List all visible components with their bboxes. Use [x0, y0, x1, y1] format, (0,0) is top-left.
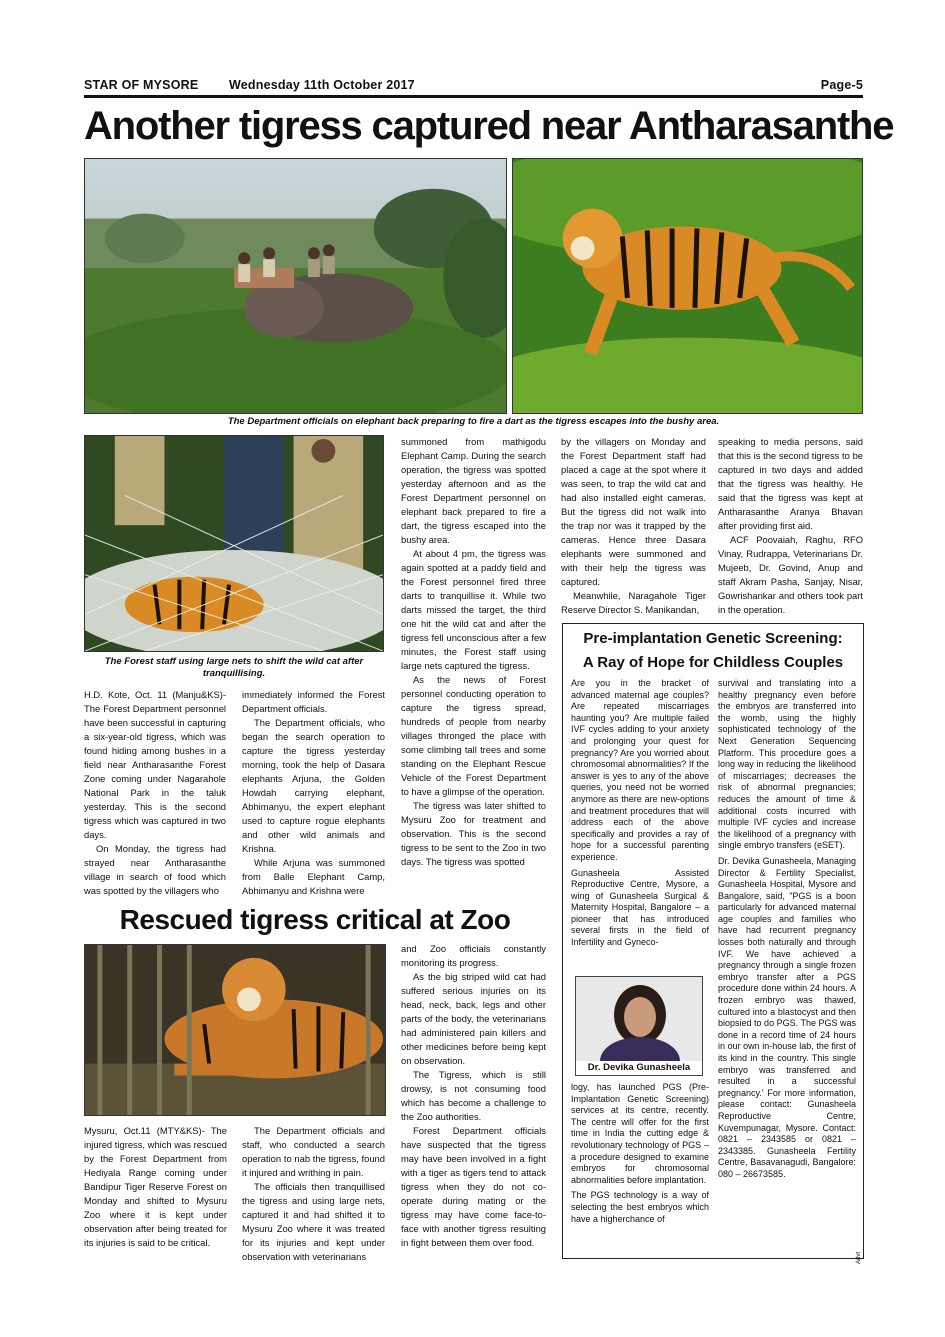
story1-col1-para-2: On Monday, the tigress had strayed near Antharasanthe village in search of food which was spotted by the villagers who	[84, 843, 226, 896]
advert-left-bottom-column	[571, 1082, 709, 1254]
story1-col4-para-2: Meanwhile, Naragahole Tiger Reserve Director S. Manikandan,	[561, 590, 706, 615]
story1-col2-para-3: While Arjuna was summoned from Balle Elephant Camp, Abhimanyu and Krishna were	[242, 857, 385, 896]
advert-right-para-1: survival and translating into a healthy pregnancy even before the embryos are transferred into the womb, using the highly sophisticated technology of the Next Generation Sequencing Platform. This procedure goes a long way in reducing the likelihood of miscarriages; decreases the risk of abnormal pregnancies; reduces the amount of time & additional costs incurred with multiple IVF cycles and increase the likelihood of a pregnancy with single embryo transfers (eSET).	[718, 678, 856, 851]
advert-left-para-3: logy, has launched PGS (Pre-Implantation Genetic Screening) services at its centre, recently. The centre will offer for the first time in India the cutting edge & revolutionary technology of PGS – a procedure designed to examine embryos for chromosomal abnormalities before implantation.	[571, 1082, 709, 1185]
page-number: Page-5	[820, 78, 863, 92]
story2-col3-para-2: As the big striped wild cat had suffered serious injuries on its head, neck, back, legs and other parts of the body, the veterinarians had administered pain killers and other medicines before being kept on observation.	[401, 971, 546, 1066]
story1-column-1	[84, 688, 226, 898]
story1-column-3	[401, 435, 546, 869]
advertisement-box	[562, 623, 864, 1265]
story1-column-5	[718, 435, 863, 617]
story1-col5-para-2: ACF Poovaiah, Raghu, RFO Vinay, Rudrappa, Veterinarians Dr. Mujeeb, Dr. Govind, Anup and staff Akram Pasha, Sanjay, Nisar, Gowrishankar and others took part in the operation.	[718, 534, 863, 615]
net-photo-caption: The Forest staff using large nets to shift the wild cat after tranquillising.	[104, 656, 364, 679]
story1-column-4	[561, 435, 706, 617]
advert-title-line-1: Pre-implantation Genetic Screening:	[583, 630, 843, 647]
story1-col3-para-2: At about 4 pm, the tigress was again spotted at a paddy field and the Forest personnel fired three darts to tranquillise it. While two darts missed the target, the third one hit the wild cat and after the tigress fell unconscious after a few minutes, the Forest staff using large nets captured the tigress.	[401, 548, 546, 671]
story1-col3-para-4: The tigress was later shifted to Mysuru Zoo for treatment and observation. This is the second tigress to be sent to the Zoo in two days. The tigress was spotted	[401, 800, 546, 867]
story2-column-1	[84, 1124, 227, 1250]
caged-tiger-photo	[84, 944, 386, 1116]
running-tiger-icon	[513, 159, 862, 413]
story2-col2-para-2: The officials then tranquillised the tigress and using large nets, captured it and had shifted it to Mysuru Zoo where it was treated for its injuries and kept under observation with veterinarians	[242, 1181, 385, 1262]
doctor-caption: Dr. Devika Gunasheela	[587, 1062, 691, 1073]
newspaper-name: STAR OF MYSORE	[84, 78, 199, 92]
story2-col1-para-1: Mysuru, Oct.11 (MTY&KS)- The injured tigress, which was rescued by the Forest Department from Hediyala Range coming under Bandipur Tiger Reserve Forest on Monday and shifted to Mysuru Zoo where it is kept under observation after being treated for its injuries is said to be critical.	[84, 1125, 227, 1248]
story1-headline: Another tigress captured near Antharasanthe	[84, 104, 894, 148]
advert-mark: Advt	[856, 1252, 862, 1265]
advert-right-para-2: Dr. Devika Gunasheela, Managing Director & Fertility Specialist, Gunasheela Hospital, Mysore and Bangalore, said, "PGS is a boon particularly for advanced maternal age couples and families who have had recurrent pregnancy losses both naturally and through IVF. We have achieved a pregnancy through a single frozen embryo transfer after a PGS procedure done within 24 hours. A frozen embryo was thawed, cultured into a blastocyst and then biopsied to do PGS. The PGS was done in a record time of 24 hours in our own in-house lab, the first of its kind in the country. This single embryo was transferred and resulted in a successful pregnancy.' For more information, please contact: Gunasheela Reproductive Centre, Kuvempunagar, Mysore. Contact: 0821 – 2343585 or 0821 – 2343385. Gunasheela Fertility Centre, Basavanagudi, Bangalore: 080 – 26673585.	[718, 855, 856, 1179]
story1-col3-para-1: summoned from mathigodu Elephant Camp. During the search operation, the tigress was spotted yesterday afternoon and as the Forest Department personnel on elephant back prepared to fire a dart, the tigress escaped into the bushy area.	[401, 436, 546, 545]
story1-col2-para-1: immediately informed the Forest Department officials.	[242, 689, 385, 714]
advert-left-para-1: Are you in the bracket of advanced maternal age couples? Are repeated miscarriages haunting you? Are multiple failed IVF cycles adding to your anxiety and prolonging your quest for pregnancy? Are you worried about chromosomal abnormalities? If the answer is yes to any of the above queries, you need not be worried anymore as there are new-options and treatment procedures that will address each of the above specifically and provides a ray of hope for a successful parenting experience.	[571, 678, 709, 862]
header-rule	[84, 95, 863, 98]
doctor-portrait-icon	[576, 977, 703, 1061]
elephant-patrol-icon	[85, 159, 506, 413]
story2-col3-para-1: and Zoo officials constantly monitoring its progress.	[401, 943, 546, 968]
caged-tiger-icon	[85, 945, 385, 1115]
story2-col3-para-4: Forest Department officials have suspected that the tigress may have been involved in a fight with a tiger as tigers tend to attack tigress when they do not co-operate during mating or the tigress may have come face-to-face with another tigress resulting in fight between them over food.	[401, 1125, 546, 1248]
story2-col3-para-3: The Tigress, which is still drowsy, is not consuming food which has become a challenge to the Zoo authorities.	[401, 1069, 546, 1122]
top-photo-caption: The Department officials on elephant back preparing to fire a dart as the tigress escapes into the bushy area.	[227, 416, 720, 427]
story2-column-2	[242, 1124, 385, 1264]
advert-left-para-2: Gunasheela Assisted Reproductive Centre, Mysore, a wing of Gunasheela Surgical & Maternity Hospital, Bangalore – a pioneer that has introduced several firsts in the field of Infertility and Gyneco-	[571, 867, 709, 948]
story1-column-2	[242, 688, 385, 898]
advert-right-column	[718, 678, 856, 1254]
advert-left-para-4: The PGS technology is a way of selecting the best embryos which have a higherchance of	[571, 1190, 709, 1224]
story2-col2-para-1: The Department officials and staff, who conducted a search operation to nab the tigress, found it injured and writhing in pain.	[242, 1125, 385, 1178]
running-tiger-photo	[512, 158, 863, 414]
issue-date: Wednesday 11th October 2017	[229, 78, 415, 92]
story1-col1-para-1: H.D. Kote, Oct. 11 (Manju&KS)- The Forest Department personnel have been successful in capturing a six-year-old tigress, which was found hiding among bushes in a field near Antharasanthe Forest Zone coming under Nagarahole National Park in the taluk yesterday. This is the second tigress which was captured in two days.	[84, 689, 226, 840]
tiger-in-net-photo	[84, 435, 384, 652]
story2-column-3	[401, 942, 546, 1250]
tiger-in-net-icon	[85, 436, 383, 651]
doctor-portrait-photo	[575, 976, 703, 1076]
story2-headline: Rescued tigress critical at Zoo	[119, 904, 511, 935]
advert-left-top-column	[571, 678, 709, 974]
story1-col5-para-1: speaking to media persons, said that this is the second tigress to be captured in two days and added that the tigress was healthy. He said that the tigress was kept at Antharasanthe Aranya Bhavan after providing first aid.	[718, 436, 863, 531]
advert-title-line-2: A Ray of Hope for Childless Couples	[582, 654, 844, 671]
story1-col3-para-3: As the news of Forest personnel conducting operation to capture the tigress spread, hundreds of people from nearby villages thronged the place with some climbing tall trees and some standing on the Elephant Rescue Vehicle of the Forest Department to have a glimpse of the operation.	[401, 674, 546, 797]
elephant-patrol-photo	[84, 158, 507, 414]
story1-col2-para-2: The Department officials, who began the search operation to capture the tigress yesterday morning, took the help of Dasara elephants Arjuna, the Golden Howdah carrying elephant, Abhimanyu, the expert elephant used to capture rogue elephants and other wild animals and Krishna.	[242, 717, 385, 854]
story1-col4-para-1: by the villagers on Monday and the Forest Department staff had placed a cage at the spot where it was seen, to trap the wild cat and had also installed eight cameras. But the tigress did not walk into the trap nor was it trapped by the cameras. Hence three Dasara elephants were summoned and with their help the tigress was captured.	[561, 436, 706, 587]
